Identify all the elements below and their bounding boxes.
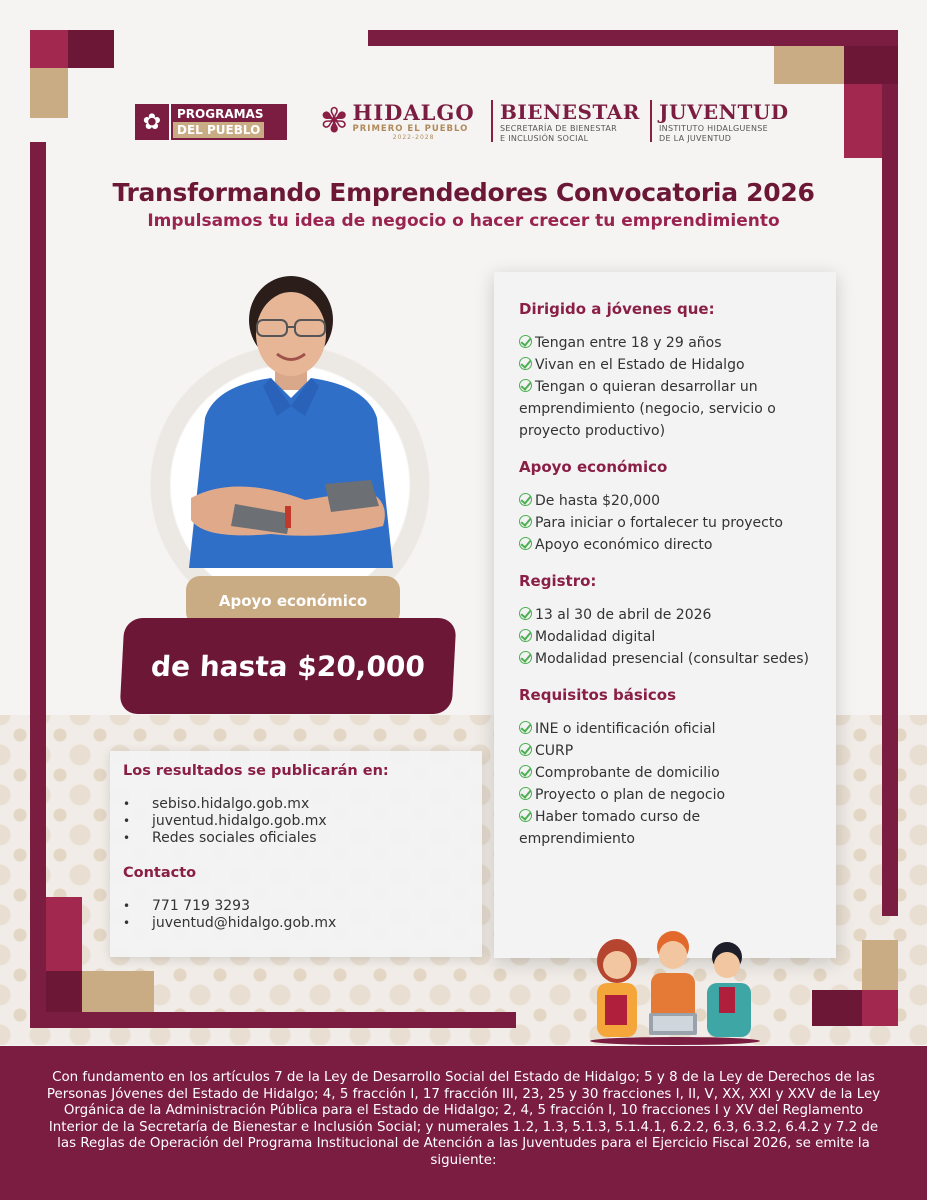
check-circle-icon [519,765,532,778]
card-section [519,570,836,670]
frame-square [30,30,68,68]
list-item [519,806,749,850]
list-item [519,718,836,740]
list-item [519,762,836,784]
check-circle-icon [519,379,532,392]
contact-email[interactable]: • juventud@hidalgo.gob.mx [123,915,482,932]
section-heading: Registro: [519,572,597,590]
list-item [519,354,836,376]
frame-square [774,46,844,84]
logo-text: DE LA JUVENTUD [659,134,732,143]
list-item [519,376,809,442]
list-item-text: Haber tomado curso de emprendimiento [519,809,701,847]
section-heading: Requisitos básicos [519,686,677,704]
check-circle-icon [519,607,532,620]
page-subtitle: Impulsamos tu idea de negocio o hacer crecer tu emprendimiento [147,211,780,231]
list-item [519,604,836,626]
juventud-logo [659,100,789,144]
flower-icon: ✿ [135,104,171,140]
frame-square [862,940,898,990]
check-circle-icon [519,335,532,348]
logo-text: HIDALGO [352,99,475,125]
logo-text: DEL PUEBLO [173,122,264,138]
check-circle-icon [519,537,532,550]
logo-text: 2022-2028 [392,133,435,141]
card-section [519,298,836,442]
card-section [519,456,836,556]
frame-square [30,68,68,118]
check-circle-icon [519,493,532,506]
logo-text: INSTITUTO HIDALGUENSE [659,124,768,133]
list-item [519,332,836,354]
section-heading: Dirigido a jóvenes que: [519,300,715,318]
frame-square [862,990,898,1026]
badge-amount: de hasta $20,000 [119,618,456,714]
results-heading: Los resultados se publicarán en: [123,763,389,779]
list-item-text: Tengan entre 18 y 29 años [535,335,722,351]
list-item [519,490,836,512]
check-circle-icon [519,629,532,642]
list-item-text: CURP [535,743,574,759]
students-illustration [585,925,765,1045]
list-item-text: INE o identificación oficial [535,721,716,737]
list-item-text: Tengan o quieran desarrollar un emprendimiento (negocio, servicio o proyecto productivo) [519,379,776,439]
check-circle-icon [519,721,532,734]
frame-square [68,30,114,68]
programas-del-pueblo-logo [135,104,287,140]
hidalgo-logo [320,98,475,144]
frame-bar [368,30,898,46]
list-item-text: Proyecto o plan de negocio [535,787,726,803]
bienestar-logo [500,100,640,144]
list-item [519,512,836,534]
check-circle-icon [519,357,532,370]
list-item-text: Vivan en el Estado de Hidalgo [535,357,745,373]
flower-icon: ✾ [320,101,349,141]
frame-bar [30,1012,516,1028]
list-item [519,784,836,806]
frame-bar [882,84,898,916]
young-woman-photo [175,268,407,588]
frame-square [844,84,882,158]
results-card [110,751,482,957]
logo-divider [650,100,652,142]
info-card [494,272,836,958]
legal-footer [0,1046,927,1200]
list-item-text: Para iniciar o fortalecer tu proyecto [535,515,783,531]
list-item [519,534,836,556]
list-item-text: 13 al 30 de abril de 2026 [535,607,712,623]
list-item-text: Modalidad presencial (consultar sedes) [535,651,810,667]
frame-square [46,971,82,1012]
list-item [519,740,836,762]
check-circle-icon [519,809,532,822]
list-item [519,648,814,670]
list-item-text: Apoyo económico directo [535,537,713,553]
frame-bar [30,142,46,1012]
section-heading: Apoyo económico [519,458,668,476]
list-item-text: Modalidad digital [535,629,656,645]
logo-text: BIENESTAR [500,100,640,124]
check-circle-icon [519,787,532,800]
list-item-text: Comprobante de domicilio [535,765,720,781]
frame-square [82,971,154,1012]
badge-label: Apoyo económico [186,576,400,626]
frame-square [812,990,862,1026]
legal-text: Con fundamento en los artículos 7 de la Ley de Desarrollo Social del Estado de Hidalgo; 5 y 8 de la Ley de Derechos de las Personas Jóvenes del Estado de Hidalgo; 4, 5 fracción I, 17 fracción III, 23, 25 y 30 fracciones I, II, V, XX, XXI y XXV de la Ley Orgánica de la Administración Pública para el Estado de Hidalgo; 2, 4, 5 fracción I, 10 fracciones I y XV del Reglamento Interior de la Secretaría de Bienestar e Inclusión Social; y numerales 1.2, 1.3, 5.1.3, 5.1.4.1, 6.2.2, 6.3, 6.3.2, 6.4.2 y 7.2 de las Reglas de Operación del Programa Institucional de Atención a las Juventudes para el Ejercicio Fiscal 2026, se emite la siguiente: [46,1070,881,1168]
logo-text: PROGRAMAS [177,107,264,121]
logo-text: JUVENTUD [659,100,789,124]
results-link[interactable]: • juventud.hidalgo.gob.mx [123,813,482,830]
list-item [519,626,836,648]
results-link[interactable]: • sebiso.hidalgo.gob.mx [123,796,482,813]
check-circle-icon [519,651,532,664]
logo-text: SECRETARÍA DE BIENESTAR [500,124,617,133]
frame-square [844,46,898,84]
logo-text: E INCLUSIÓN SOCIAL [500,134,589,143]
contact-heading: Contacto [123,865,197,881]
logo-divider [491,100,493,142]
list-item-text: De hasta $20,000 [535,493,661,509]
logo-text: PRIMERO EL PUEBLO [352,123,469,134]
card-section [519,684,836,850]
page-title: Transformando Emprendedores Convocatoria 2026 [112,178,815,207]
results-item: • Redes sociales oficiales [123,830,482,847]
check-circle-icon [519,515,532,528]
check-circle-icon [519,743,532,756]
contact-phone[interactable]: • 771 719 3293 [123,898,482,915]
frame-square [46,897,82,971]
